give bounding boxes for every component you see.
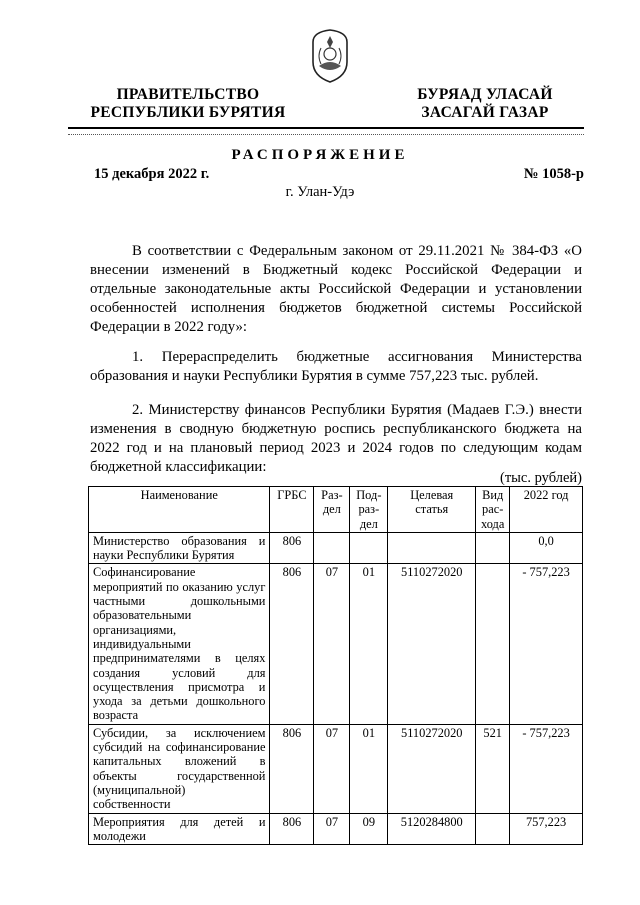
org-line: БУРЯАД УЛАСАЙ <box>417 86 553 103</box>
column-header: Вид рас-хода <box>476 487 510 533</box>
government-name-ru <box>88 86 288 122</box>
row-vid: 521 <box>476 724 510 813</box>
coat-of-arms-icon <box>307 28 353 84</box>
header-divider <box>68 127 584 129</box>
document-city: г. Улан-Удэ <box>285 184 355 200</box>
row-statya: 5110272020 <box>388 724 476 813</box>
row-name: Субсидии, за исключением субсидий на софинансирование капитальных вложений в объекты государственной (муниципальной) собственности <box>89 724 270 813</box>
column-header: Наименование <box>89 487 270 533</box>
row-razdel: 07 <box>314 724 350 813</box>
row-podrazdel: 01 <box>350 724 388 813</box>
row-amount: - 757,223 <box>510 564 583 724</box>
table-row <box>89 564 583 724</box>
row-amount: 757,223 <box>510 813 583 845</box>
government-name-bua <box>390 86 580 122</box>
table-row <box>89 532 583 564</box>
row-podrazdel <box>350 532 388 564</box>
row-name: Софинансирование мероприятий по оказанию услуг частными дошкольными образовательными организациями, индивидуальными предпринимателями в целях создания условий для осуществления присмотра и ухода за детьми дошкольного возраста <box>89 564 270 724</box>
row-razdel <box>314 532 350 564</box>
document-number: № 1058-р <box>523 166 584 182</box>
org-line: ЗАСАГАЙ ГАЗАР <box>421 104 549 121</box>
row-razdel: 07 <box>314 813 350 845</box>
row-grbs: 806 <box>270 813 314 845</box>
document-date: 15 декабря 2022 г. <box>94 166 210 182</box>
table-row <box>89 724 583 813</box>
column-header: 2022 год <box>510 487 583 533</box>
row-podrazdel: 01 <box>350 564 388 724</box>
row-name: Министерство образования и науки Республики Бурятия <box>89 532 270 564</box>
row-name: Мероприятия для детей и молодежи <box>89 813 270 845</box>
row-grbs: 806 <box>270 724 314 813</box>
org-line: ПРАВИТЕЛЬСТВО <box>116 86 260 103</box>
column-header: Целевая статья <box>388 487 476 533</box>
row-razdel: 07 <box>314 564 350 724</box>
org-line: РЕСПУБЛИКИ БУРЯТИЯ <box>90 104 286 121</box>
preamble-paragraph: В соответствии с Федеральным законом от 29.11.2021 № 384-ФЗ «О внесении изменений в Бюджетный кодекс Российской Федерации и отдельные законодательные акты Российской Федерации и установлении особенностей исполнения бюджетов бюджетной системы Российской Федерации в 2022 году»: <box>90 243 582 335</box>
row-statya: 5120284800 <box>388 813 476 845</box>
row-podrazdel: 09 <box>350 813 388 845</box>
item-2-paragraph: 2. Министерству финансов Республики Бурятия (Мадаев Г.Э.) внести изменения в сводную бюджетную роспись республиканского бюджета на 2022 год и на плановый период 2023 и 2024 годов по следующим кодам бюджетной классификации: <box>90 402 582 475</box>
row-vid <box>476 532 510 564</box>
budget-table <box>88 486 583 845</box>
row-grbs: 806 <box>270 532 314 564</box>
row-vid <box>476 564 510 724</box>
item-1-paragraph: 1. Перераспределить бюджетные ассигнования Министерства образования и науки Республики Бурятия в сумме 757,223 тыс. рублей. <box>90 349 582 384</box>
row-vid <box>476 813 510 845</box>
row-grbs: 806 <box>270 564 314 724</box>
header-dotted-divider <box>68 134 584 135</box>
table-header-row <box>89 487 583 533</box>
row-amount: 0,0 <box>510 532 583 564</box>
column-header: Под-раз-дел <box>350 487 388 533</box>
units-label: (тыс. рублей) <box>500 470 582 486</box>
row-amount: - 757,223 <box>510 724 583 813</box>
column-header: Раз-дел <box>314 487 350 533</box>
row-statya: 5110272020 <box>388 564 476 724</box>
column-header: ГРБС <box>270 487 314 533</box>
document-title: РАСПОРЯЖЕНИЕ <box>231 147 409 163</box>
row-statya <box>388 532 476 564</box>
table-row <box>89 813 583 845</box>
